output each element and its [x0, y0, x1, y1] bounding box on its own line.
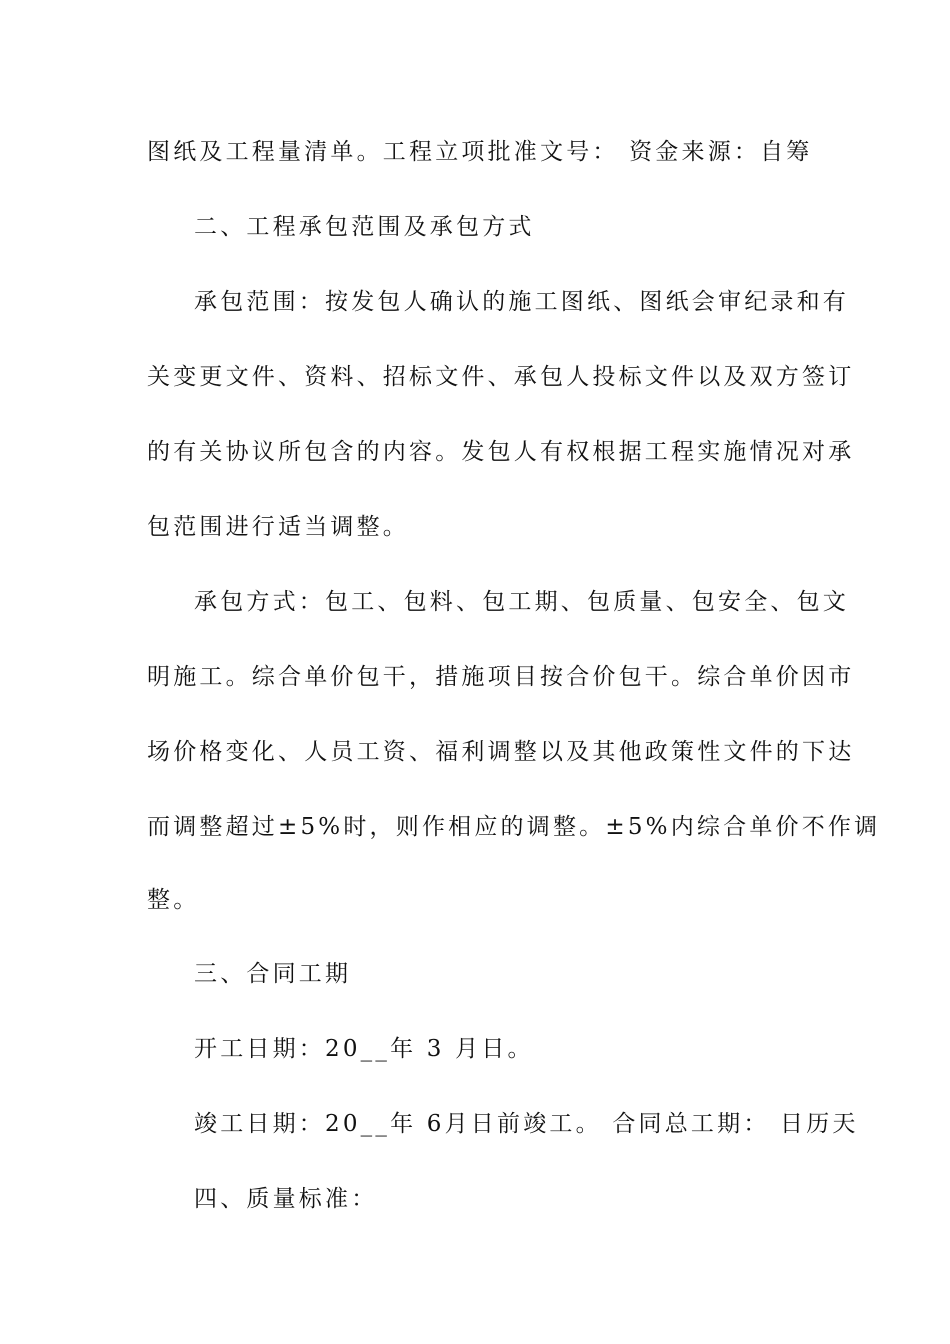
section-heading-period: 三、合同工期 [194, 961, 352, 987]
completion-date-line: 竣工日期：20__年 6月日前竣工。 合同总工期： 日历天 [194, 1111, 859, 1137]
paragraph-line: 承包范围：按发包人确认的施工图纸、图纸会审纪录和有 [194, 289, 849, 315]
paragraph-line: 而调整超过±5%时，则作相应的调整。±5%内综合单价不作调 [147, 814, 881, 840]
section-heading-scope: 二、工程承包范围及承包方式 [194, 214, 535, 240]
paragraph-line: 包范围进行适当调整。 [147, 514, 409, 540]
section-heading-quality: 四、质量标准： [194, 1186, 378, 1212]
paragraph-line: 明施工。综合单价包干，措施项目按合价包干。综合单价因市 [147, 664, 855, 690]
paragraph-line: 场价格变化、人员工资、福利调整以及其他政策性文件的下达 [147, 739, 855, 765]
start-date-line: 开工日期：20__年 3 月日。 [194, 1036, 534, 1062]
paragraph-line: 承包方式：包工、包料、包工期、包质量、包安全、包文 [194, 589, 849, 615]
paragraph-line: 的有关协议所包含的内容。发包人有权根据工程实施情况对承 [147, 439, 855, 465]
paragraph-line: 关变更文件、资料、招标文件、承包人投标文件以及双方签订 [147, 364, 855, 390]
paragraph-line: 图纸及工程量清单。工程立项批准文号： 资金来源：自筹 [147, 139, 813, 165]
paragraph-line: 整。 [147, 887, 200, 913]
